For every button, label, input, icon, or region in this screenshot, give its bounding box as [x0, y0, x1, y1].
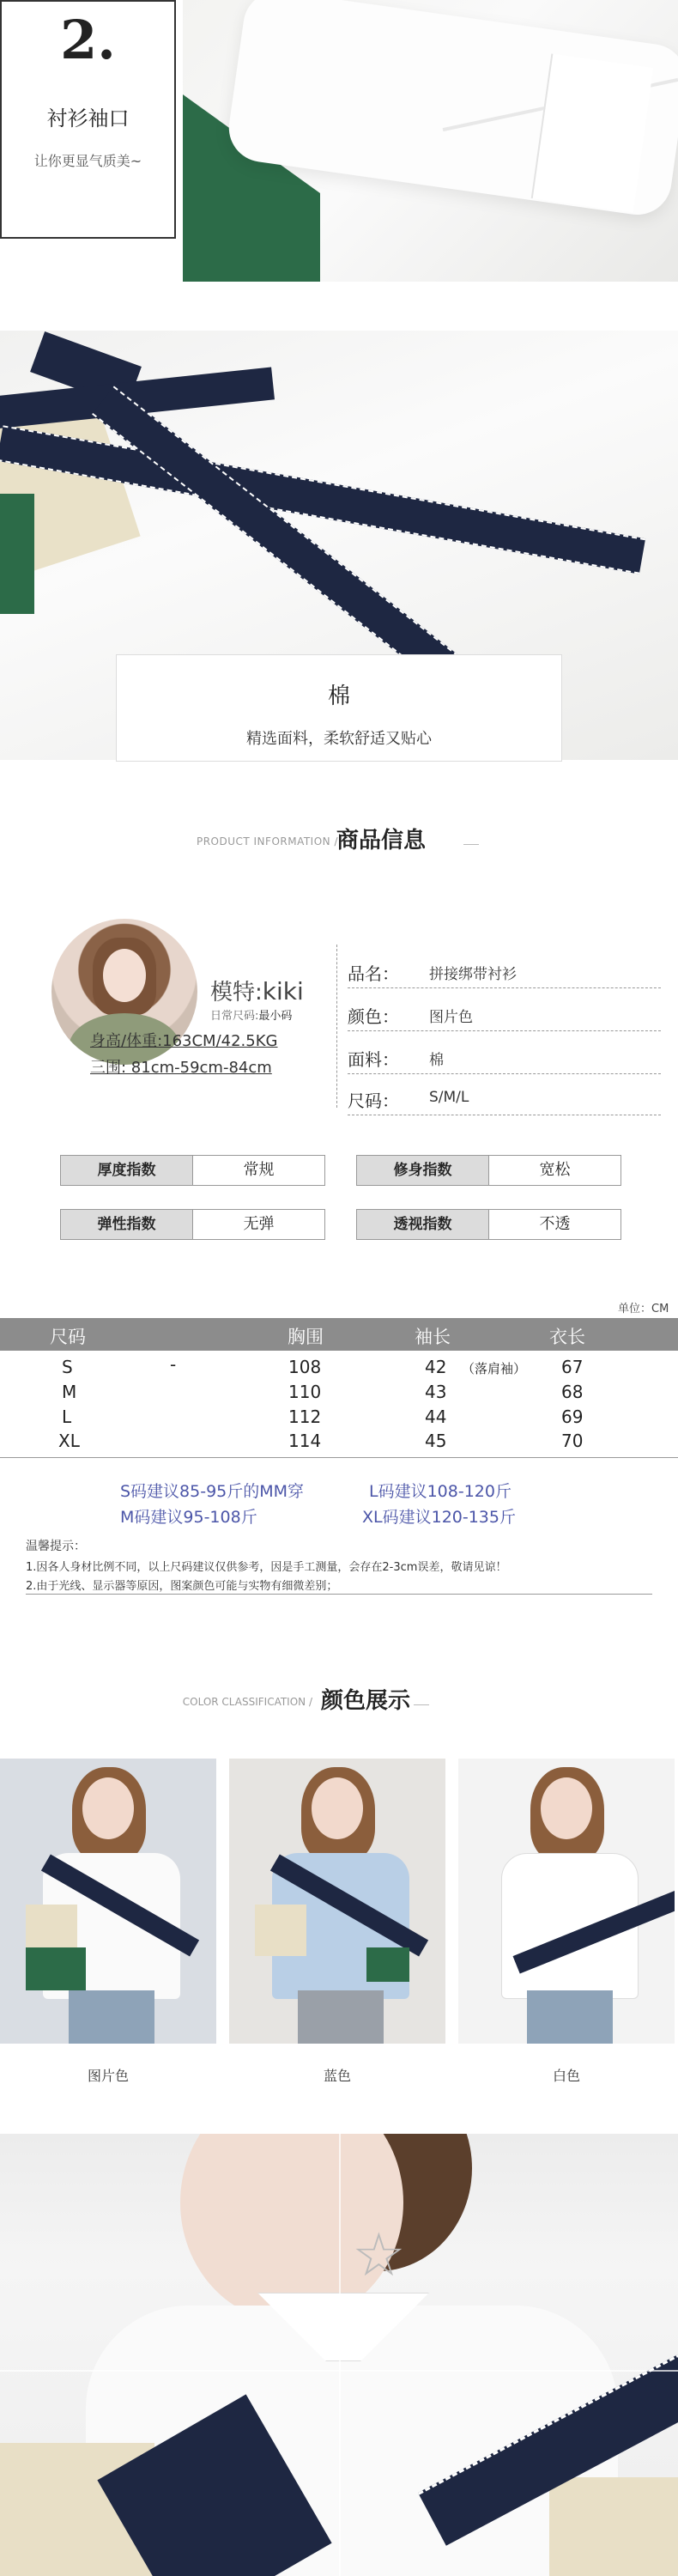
feature-number: 2.: [60, 9, 116, 71]
field-divider: [348, 987, 661, 988]
green-panel: [0, 494, 34, 614]
model-size-value: 最小码: [258, 1010, 293, 1023]
color-header: 颜色展示: [321, 1688, 411, 1714]
row-size: XL: [58, 1431, 80, 1451]
row-chest: 112: [288, 1406, 322, 1427]
index-value-fit: 宽松: [488, 1155, 621, 1186]
field-value-fabric: 棉: [429, 1052, 444, 1069]
feature-subtitle: 让你更显气质美~: [33, 153, 142, 169]
model-size-line: [210, 1006, 292, 1023]
field-label-color: 颜色：: [348, 1006, 399, 1027]
fabric-subtitle: 精选面料，柔软舒适又贴心: [246, 730, 432, 748]
table-bottom-line: [0, 1457, 678, 1458]
field-label-name: 品名：: [348, 963, 399, 984]
row-chest: 108: [288, 1357, 322, 1377]
row-sleeve-note: （落肩袖）: [462, 1361, 527, 1376]
color-label-picture: 图片色: [87, 2068, 129, 2084]
beige-panel: [549, 2477, 678, 2576]
color-label-blue: 蓝色: [323, 2068, 351, 2084]
index-label-sheerness: 透视指数: [356, 1209, 489, 1240]
feature-title: 衬衫袖口: [46, 106, 130, 131]
jeans: [69, 1990, 154, 2044]
tip-line: 1.因各人身材比例不同，以上尺码建议仅供参考，因是手工测量，会存在2-3cm误差，敬请见谅！: [26, 1561, 507, 1574]
row-sleeve: 44: [425, 1406, 447, 1427]
field-label-size: 尺码：: [348, 1091, 399, 1111]
row-size: L: [62, 1406, 72, 1427]
header-mark-icon: [414, 1693, 429, 1705]
green-panel: [366, 1947, 409, 1982]
jeans: [527, 1990, 613, 2044]
size-advice: S码建议85-95斤的MM穿: [120, 1482, 305, 1501]
model-name: kiki: [262, 977, 304, 1005]
info-divider: [336, 945, 337, 1108]
row-mark: -: [170, 1354, 177, 1375]
color-label-white: 白色: [552, 2068, 580, 2084]
color-swatch-photo[interactable]: [458, 1759, 675, 2044]
row-chest: 114: [288, 1431, 322, 1451]
field-value-name: 拼接绑带衬衫: [429, 966, 517, 983]
tips-divider: [26, 1594, 652, 1595]
product-info-header: 商品信息: [336, 828, 427, 854]
color-swatch-photo[interactable]: [0, 1759, 216, 2044]
color-header-en: COLOR CLASSIFICATION /: [182, 1696, 312, 1708]
cuff-photo: [183, 0, 678, 282]
row-length: 69: [561, 1406, 584, 1427]
model-name-line: [210, 975, 304, 1006]
tips-title: 温馨提示：: [26, 1540, 86, 1553]
beige-panel: [26, 1905, 77, 1947]
model-size-label: 日常尺码:: [210, 1010, 259, 1023]
field-label-fabric: 面料：: [348, 1049, 399, 1070]
row-sleeve: 43: [425, 1382, 447, 1402]
model-face: [82, 1777, 134, 1839]
row-sleeve: 45: [425, 1431, 447, 1451]
field-divider: [348, 1073, 661, 1074]
header-mark-icon: [463, 833, 479, 845]
unit-label: 单位：CM: [618, 1303, 669, 1315]
index-value-sheerness: 不透: [488, 1209, 621, 1240]
model-measurements: 三围: 81cm-59cm-84cm: [90, 1059, 272, 1077]
index-value-thickness: 常规: [192, 1155, 325, 1186]
row-length: 70: [561, 1431, 584, 1451]
index-label-elasticity: 弹性指数: [60, 1209, 193, 1240]
product-info-header-en: PRODUCT INFORMATION /: [196, 835, 338, 848]
index-label-thickness: 厚度指数: [60, 1155, 193, 1186]
row-length: 67: [561, 1357, 584, 1377]
row-chest: 110: [288, 1382, 322, 1402]
size-advice: M码建议95-108斤: [120, 1508, 257, 1527]
index-value-elasticity: 无弹: [192, 1209, 325, 1240]
header-length: 衣长: [549, 1327, 585, 1347]
star-earring-icon: ☆: [352, 2220, 406, 2290]
field-divider: [348, 1030, 661, 1031]
beige-panel: [255, 1905, 306, 1956]
fabric-title: 棉: [327, 683, 350, 709]
index-label-fit: 修身指数: [356, 1155, 489, 1186]
green-panel: [26, 1947, 86, 1990]
model-label: 模特:: [210, 980, 263, 1005]
row-sleeve: 42: [425, 1357, 447, 1377]
header-size: 尺码: [50, 1327, 86, 1347]
color-swatch-photo[interactable]: [229, 1759, 445, 2044]
row-length: 68: [561, 1382, 584, 1402]
model-face: [312, 1777, 363, 1839]
header-sleeve: 袖长: [415, 1327, 451, 1347]
header-chest: 胸围: [288, 1327, 324, 1347]
jeans: [298, 1990, 384, 2044]
detail-photo: [0, 2134, 678, 2576]
tip-line: 2.由于光线、显示器等原因，图案颜色可能与实物有细微差别；: [26, 1580, 338, 1593]
grid-line: [339, 2134, 341, 2576]
model-face: [541, 1777, 592, 1839]
model-face: [103, 949, 146, 1002]
model-height-weight: 身高/体重:163CM/42.5KG: [90, 1032, 278, 1050]
field-value-size: S/M/L: [429, 1089, 469, 1106]
field-value-color: 图片色: [429, 1009, 473, 1026]
row-size: S: [62, 1357, 73, 1377]
size-advice: L码建议108-120斤: [369, 1482, 512, 1501]
row-size: M: [62, 1382, 77, 1402]
size-advice: XL码建议120-135斤: [362, 1508, 516, 1527]
cuff-shape: [531, 53, 653, 212]
